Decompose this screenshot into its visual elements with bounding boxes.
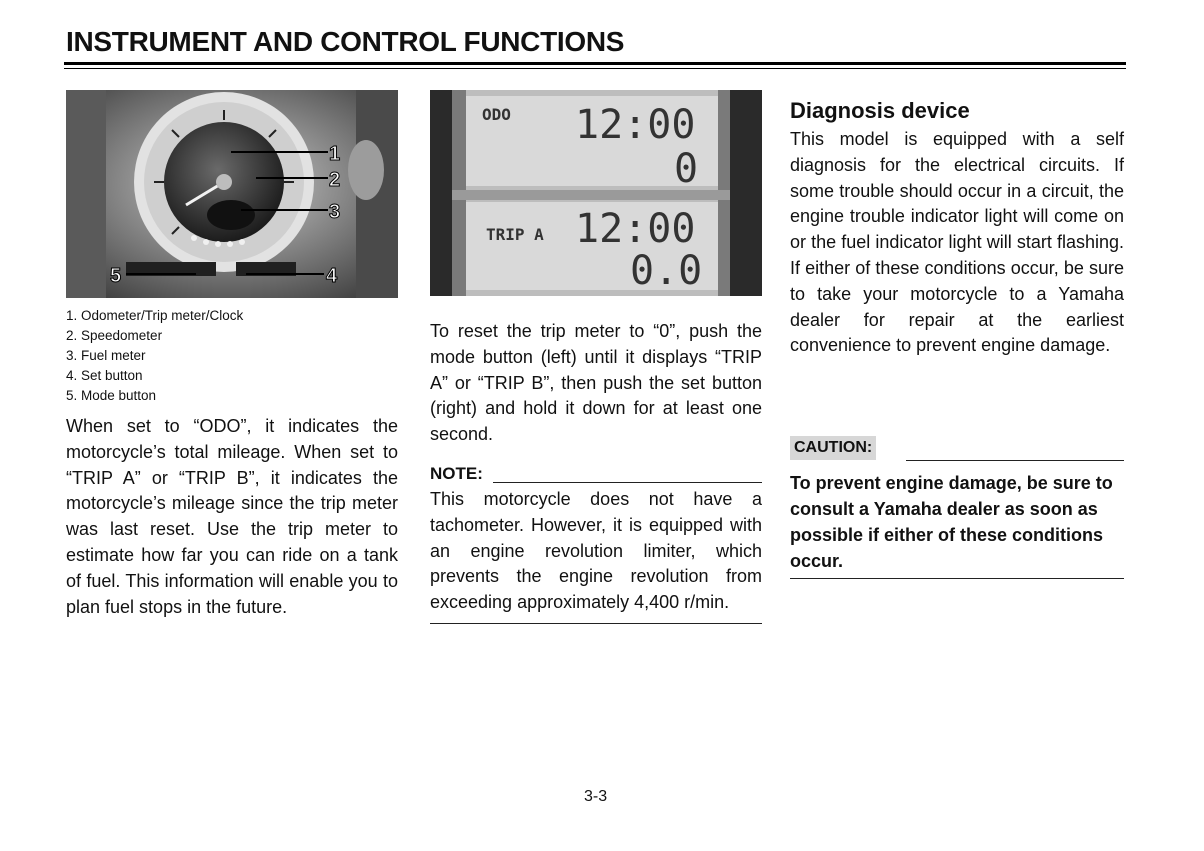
caption-item: 3. Fuel meter	[66, 348, 146, 363]
lcd-top-odometer: 0	[674, 146, 699, 192]
lcd-bottom-clock: 12:00	[575, 206, 696, 252]
reset-instructions: To reset the trip meter to “0”, push the mode button (left) until it displays “TRIP A” or “TRIP B”, then push the set button (right) and hold it down for at least one second.	[430, 321, 762, 445]
caution-rule	[906, 460, 1124, 461]
header-rule-thin	[64, 68, 1126, 69]
note-label: NOTE:	[430, 464, 483, 483]
callout-5: 5	[110, 265, 122, 287]
lcd-odo-label: ODO	[482, 105, 511, 124]
callout-1: 1	[329, 143, 341, 165]
caption-item: 5. Mode button	[66, 388, 157, 403]
caption-item: 2. Speedometer	[66, 328, 163, 343]
figure-caption-list	[66, 306, 243, 406]
page-number: 3-3	[584, 788, 608, 805]
caption-item: 4. Set button	[66, 368, 143, 383]
note-rule	[493, 482, 762, 483]
caution-end-rule	[790, 578, 1124, 579]
caution-label: CAUTION:	[790, 436, 876, 460]
lcd-trip-label: TRIP A	[486, 225, 544, 244]
page-title: INSTRUMENT AND CONTROL FUNCTIONS	[66, 26, 625, 57]
callout-3: 3	[329, 201, 341, 223]
caption-item: 1. Odometer/Trip meter/Clock	[66, 308, 244, 323]
lcd-top-clock: 12:00	[575, 102, 696, 148]
lcd-trip-value: 0.0	[630, 248, 703, 294]
section-heading: Diagnosis device	[790, 98, 970, 123]
speedometer-photo	[66, 90, 398, 298]
diagnosis-description: This model is equipped with a self diagnosis for the electrical circuits. If some trouble should occur in a circuit, the engine trouble indicator light will come on or the fuel indicator light will start flashing. If either of these conditions occur, be sure to take your motorcycle to a Yamaha dealer for repair at the earliest convenience to prevent engine damage.	[790, 129, 1124, 356]
callout-4: 4	[326, 265, 338, 287]
odo-description: When set to “ODO”, it indicates the motorcycle’s total mileage. When set to “TRIP A” or “TRIP B”, it indicates the motorcycle’s mileage since the trip meter was last reset. Use the trip meter to estimate how far you can ride on a tank of fuel. This information will enable you to plan fuel stops in the future.	[66, 416, 398, 617]
note-text: This motorcycle does not have a tachometer. However, it is equipped with an engine revolution limiter, which prevents the engine revolution from exceeding approximately 4,400 r/min.	[430, 489, 762, 613]
note-end-rule	[430, 623, 762, 624]
caution-text: To prevent engine damage, be sure to consult a Yamaha dealer as soon as possible if either of these conditions occur.	[790, 473, 1113, 571]
lcd-display-photo	[430, 90, 762, 296]
header-rule	[64, 62, 1126, 65]
callout-2: 2	[329, 169, 341, 191]
